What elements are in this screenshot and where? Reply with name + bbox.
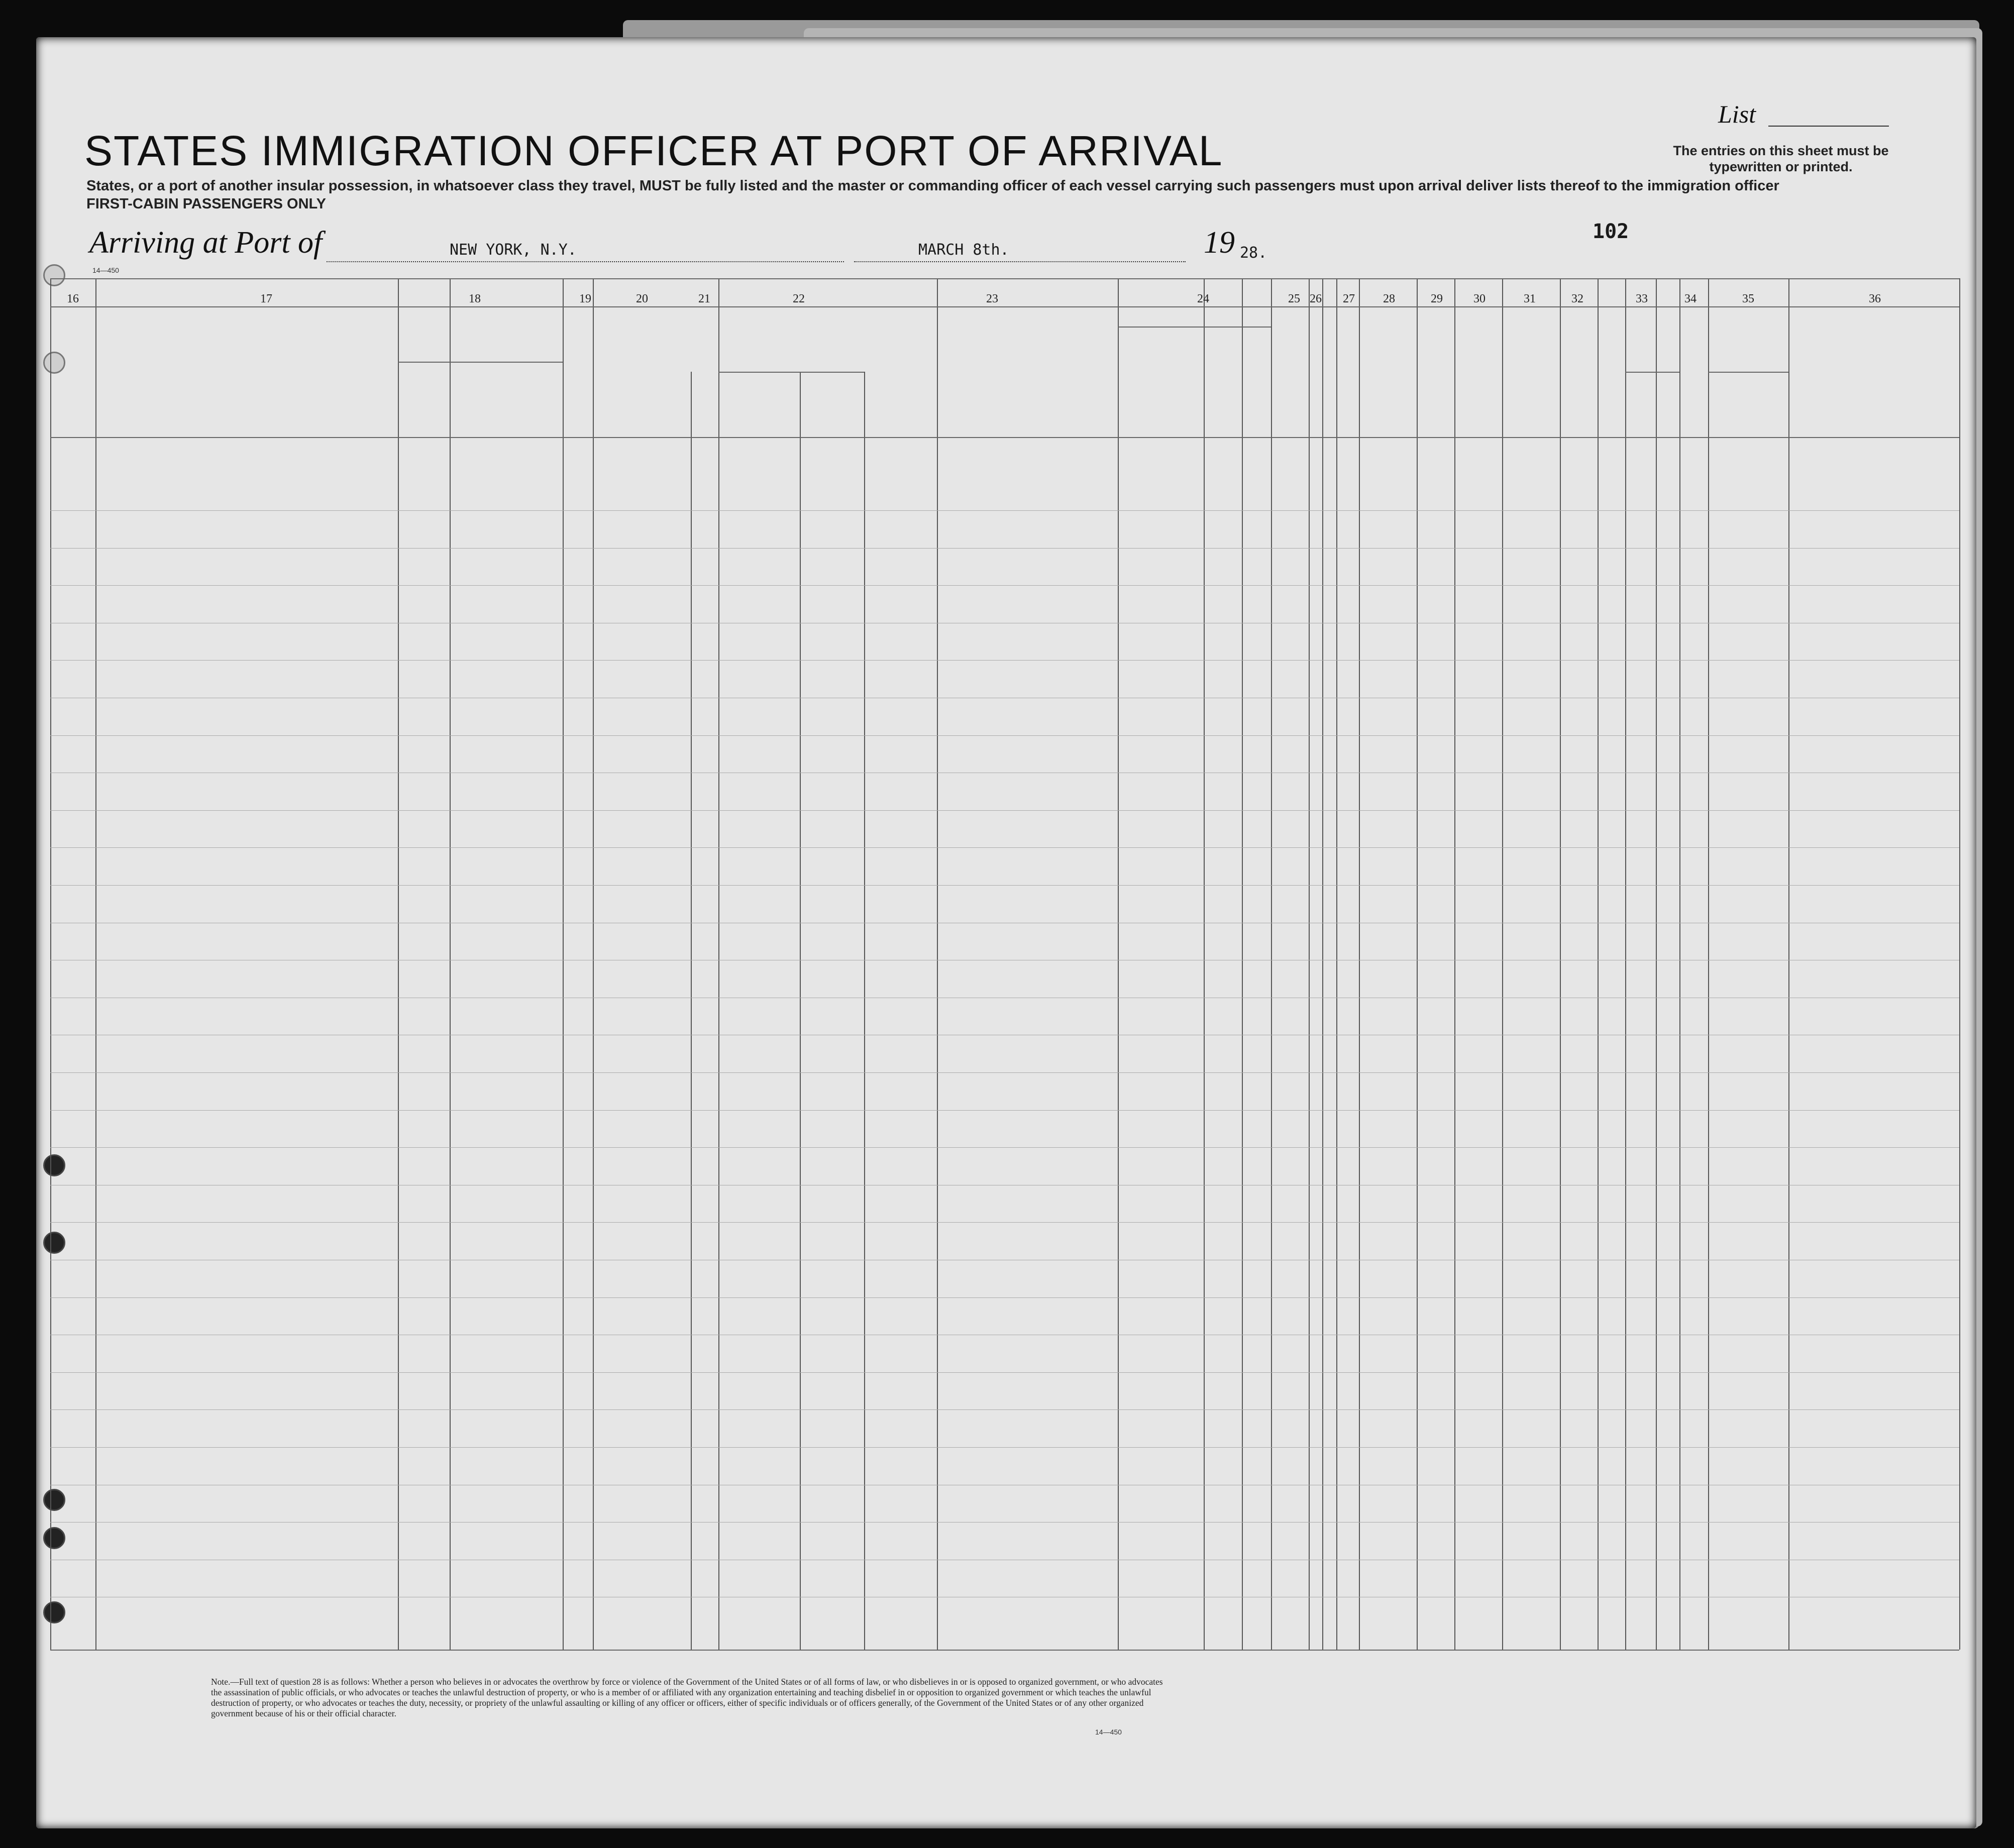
- binder-hole: [43, 1232, 65, 1254]
- column-divider: [1271, 278, 1272, 1650]
- table-rule: [50, 278, 1959, 279]
- column-divider: [1708, 278, 1709, 1650]
- footnote: Note.—Full text of question 28 is as follows: Whether a person who believes in or advocates the overthrow by force or violence of the Government of the United States or of all forms of law, or who disbelieves in or is opposed to organized government, or who advocates the assassination of public officials, or who advocates or teaches the unlawful destruction of property, or who is a member of or affiliated with any organization entertaining and teaching disbelief in or opposition to organized government or which teaches the unlawful destruction of property, or who advocates or teaches the duty, necessity, or propriety of the unlawful assaulting or killing of any officer or officers, either of specific individuals or of officers generally, of the Government of the United States or of any other organized government because of his or their official character.: [211, 1677, 1163, 1718]
- footer-code: 14—450: [1095, 1728, 1122, 1736]
- column-divider: [1359, 278, 1360, 1650]
- port-value: NEW YORK, N.Y.: [450, 241, 577, 259]
- column-number: 17: [260, 292, 272, 305]
- column-number: 28: [1383, 292, 1395, 305]
- column-divider: [563, 278, 564, 1650]
- row-divider: [50, 1110, 1959, 1111]
- column-divider: [1242, 278, 1243, 1650]
- column-number: 30: [1473, 292, 1486, 305]
- table-rule: [50, 1650, 1959, 1651]
- column-number: 24: [1197, 292, 1209, 305]
- subhead-rule: [1118, 327, 1271, 328]
- binder-hole: [43, 264, 65, 286]
- column-divider: [1598, 278, 1599, 1650]
- row-divider: [50, 1297, 1959, 1298]
- year-prefix: 19: [1204, 226, 1235, 260]
- column-divider: [1454, 278, 1455, 1650]
- list-number-line: [1768, 126, 1889, 127]
- column-number: 22: [793, 292, 805, 305]
- column-number: 18: [469, 292, 481, 305]
- subhead-rule: [398, 362, 563, 363]
- column-divider: [800, 372, 801, 1650]
- row-divider: [50, 1409, 1959, 1410]
- column-number: 26: [1310, 292, 1322, 305]
- row-divider: [50, 810, 1959, 811]
- column-number: 32: [1571, 292, 1583, 305]
- row-divider: [50, 1147, 1959, 1148]
- column-divider: [1502, 278, 1503, 1650]
- column-number: 29: [1431, 292, 1443, 305]
- column-divider: [398, 278, 399, 1650]
- column-number: 36: [1869, 292, 1881, 305]
- column-divider: [1679, 278, 1680, 1650]
- binder-hole: [43, 1601, 65, 1623]
- form-code: 14—450: [92, 266, 119, 274]
- column-divider: [95, 278, 96, 1650]
- binder-hole: [43, 352, 65, 374]
- row-divider: [50, 847, 1959, 848]
- list-label: List: [1718, 100, 1756, 128]
- column-number: 25: [1288, 292, 1300, 305]
- column-number: 33: [1636, 292, 1648, 305]
- column-divider: [1204, 278, 1205, 1650]
- row-divider: [50, 1222, 1959, 1223]
- column-divider: [1560, 278, 1561, 1650]
- column-number: 23: [986, 292, 998, 305]
- column-divider: [1788, 278, 1789, 1650]
- column-divider: [1625, 278, 1626, 1650]
- row-divider: [50, 1372, 1959, 1373]
- arriving-label: Arriving at Port of: [89, 226, 323, 260]
- row-divider: [50, 1447, 1959, 1448]
- column-divider: [1959, 278, 1960, 1650]
- row-divider: [50, 660, 1959, 661]
- subhead-rule: [718, 372, 864, 373]
- row-divider: [50, 885, 1959, 886]
- table-rule: [50, 437, 1959, 438]
- binder-hole: [43, 1154, 65, 1176]
- column-number: 35: [1742, 292, 1754, 305]
- column-divider: [718, 278, 719, 1650]
- row-divider: [50, 548, 1959, 549]
- column-divider: [1118, 278, 1119, 1650]
- column-divider: [450, 278, 451, 1650]
- date-fill-line: [854, 261, 1186, 262]
- column-number: 16: [67, 292, 79, 305]
- row-divider: [50, 735, 1959, 736]
- column-divider: [864, 372, 865, 1650]
- binder-hole: [43, 1489, 65, 1511]
- column-divider: [1656, 278, 1657, 1650]
- column-divider: [937, 278, 938, 1650]
- binder-hole: [43, 1527, 65, 1549]
- column-divider: [1336, 278, 1337, 1650]
- column-divider: [1417, 278, 1418, 1650]
- column-number: 20: [636, 292, 648, 305]
- year-value: 28.: [1240, 244, 1267, 262]
- sheet-number: 102: [1593, 220, 1629, 243]
- column-divider: [1309, 278, 1310, 1650]
- row-divider: [50, 510, 1959, 511]
- column-number: 27: [1343, 292, 1355, 305]
- column-number: 31: [1524, 292, 1536, 305]
- row-divider: [50, 1072, 1959, 1073]
- date-value: MARCH 8th.: [918, 241, 1009, 259]
- form-title: STATES IMMIGRATION OFFICER AT PORT OF ARRIVAL: [84, 127, 1223, 174]
- subhead-rule: [1708, 372, 1788, 373]
- subhead-rule: [1625, 372, 1679, 373]
- column-divider: [593, 278, 594, 1650]
- column-divider: [50, 278, 51, 1650]
- column-number: 19: [579, 292, 591, 305]
- entries-note: The entries on this sheet must be typewritten or printed.: [1673, 143, 1889, 174]
- row-divider: [50, 585, 1959, 586]
- table-rule: [50, 306, 1959, 307]
- port-fill-line: [327, 261, 844, 262]
- column-divider: [1322, 278, 1323, 1650]
- column-number: 34: [1684, 292, 1697, 305]
- column-divider: [691, 372, 692, 1650]
- form-subtitle: States, or a port of another insular possession, in whatsoever class they travel, MUST be fully listed and the master or commanding officer of each vessel carrying such passengers must upon arrival deliver lists thereof to the immigration officer FIRST-CABIN PASSENGERS ONLY: [86, 178, 1779, 212]
- column-number: 21: [698, 292, 710, 305]
- row-divider: [50, 1522, 1959, 1523]
